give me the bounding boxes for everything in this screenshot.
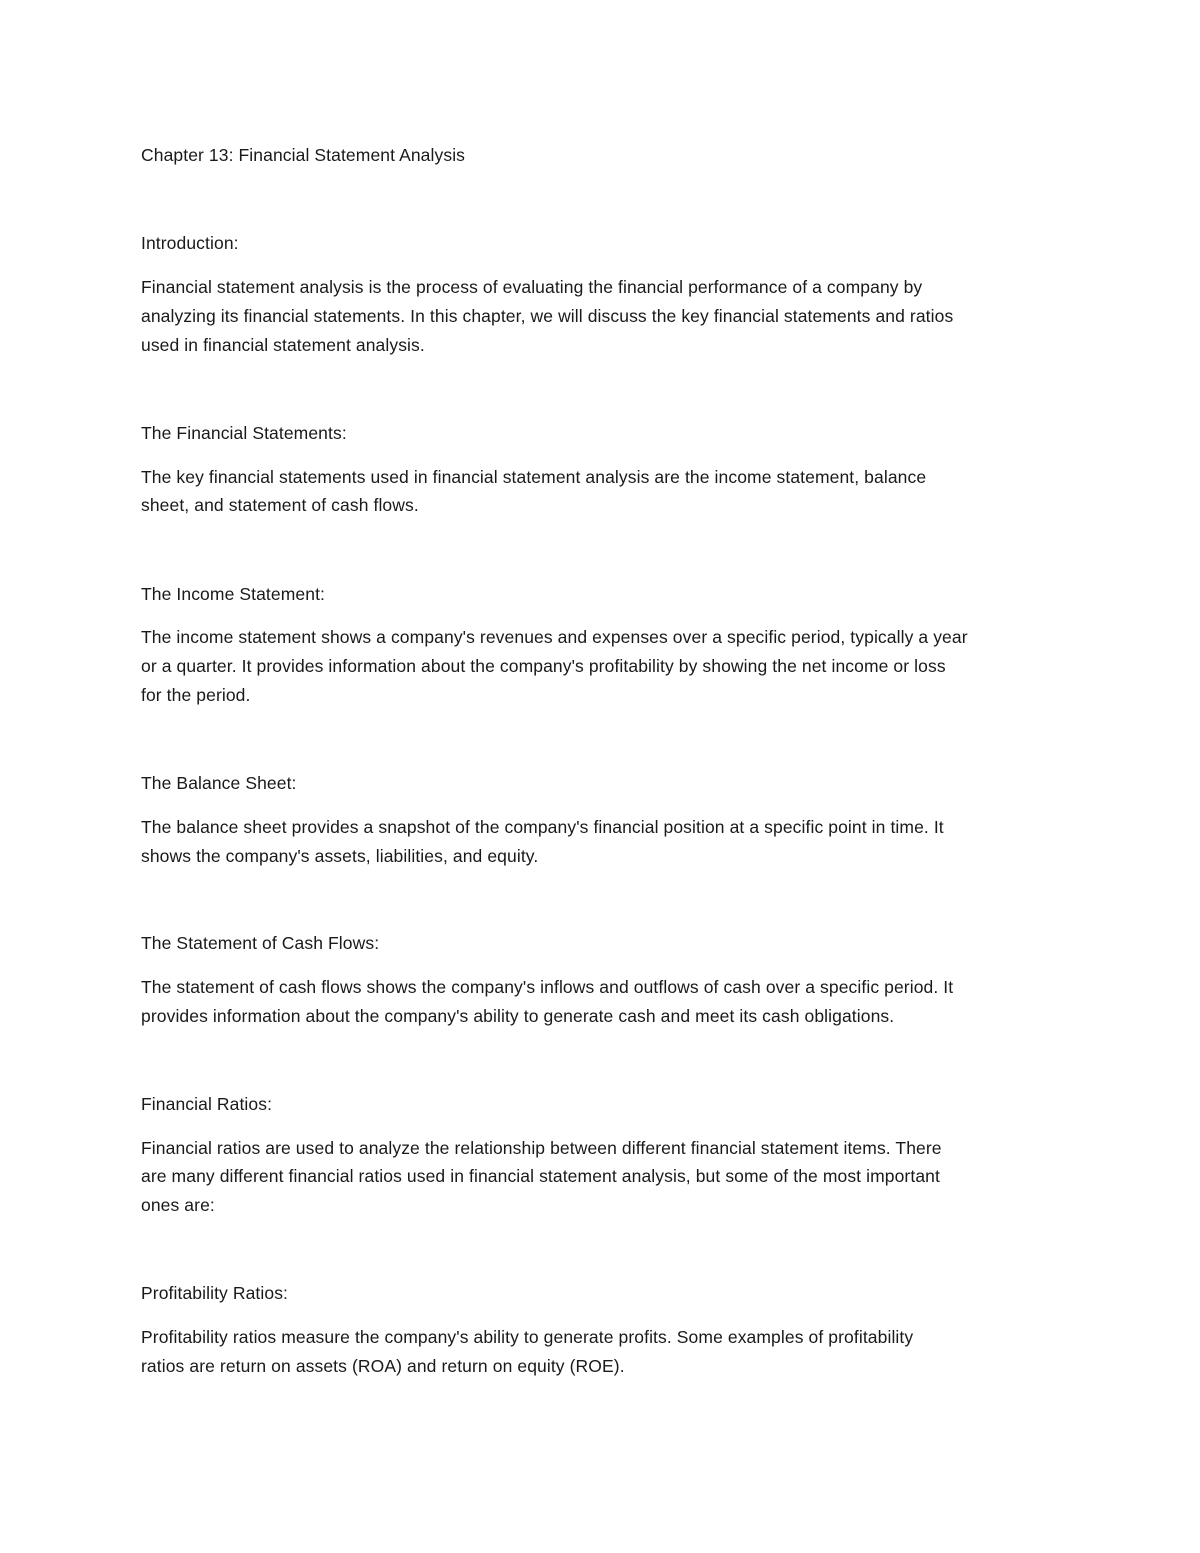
paragraph-line: for the period. bbox=[141, 685, 251, 705]
paragraph-line: shows the company's assets, liabilities, and equity. bbox=[141, 846, 539, 866]
section-heading-profitability-ratios: Profitability Ratios: bbox=[141, 1283, 289, 1303]
section-heading-introduction: Introduction: bbox=[141, 233, 239, 253]
section-heading-cash-flows: The Statement of Cash Flows: bbox=[141, 933, 380, 953]
section-heading-financial-ratios: Financial Ratios: bbox=[141, 1094, 273, 1114]
section-heading-financial-statements: The Financial Statements: bbox=[141, 423, 347, 443]
paragraph-line: The key financial statements used in financial statement analysis are the income statement, balance bbox=[141, 467, 927, 487]
paragraph-line: Profitability ratios measure the company's ability to generate profits. Some examples of profitability bbox=[141, 1327, 914, 1347]
paragraph-line: The balance sheet provides a snapshot of the company's financial position at a specific point in time. It bbox=[141, 817, 944, 837]
paragraph-line: provides information about the company's ability to generate cash and meet its cash obligations. bbox=[141, 1006, 895, 1026]
paragraph-line: or a quarter. It provides information about the company's profitability by showing the net income or loss bbox=[141, 656, 946, 676]
paragraph-line: used in financial statement analysis. bbox=[141, 335, 425, 355]
paragraph-line: The income statement shows a company's revenues and expenses over a specific period, typically a year bbox=[141, 627, 968, 647]
section-heading-income-statement: The Income Statement: bbox=[141, 584, 325, 604]
paragraph-line: Financial statement analysis is the process of evaluating the financial performance of a company by bbox=[141, 277, 923, 297]
paragraph-line: sheet, and statement of cash flows. bbox=[141, 495, 419, 515]
paragraph-line: are many different financial ratios used in financial statement analysis, but some of the most important bbox=[141, 1166, 940, 1186]
page-title: Chapter 13: Financial Statement Analysis bbox=[141, 145, 466, 165]
paragraph-line: ratios are return on assets (ROA) and return on equity (ROE). bbox=[141, 1356, 625, 1376]
paragraph-line: The statement of cash flows shows the company's inflows and outflows of cash over a specific period. It bbox=[141, 977, 954, 997]
paragraph-line: analyzing its financial statements. In this chapter, we will discuss the key financial statements and ratios bbox=[141, 306, 954, 326]
paragraph-line: ones are: bbox=[141, 1195, 215, 1215]
section-heading-balance-sheet: The Balance Sheet: bbox=[141, 773, 297, 793]
paragraph-line: Financial ratios are used to analyze the relationship between different financial statement items. There bbox=[141, 1138, 942, 1158]
